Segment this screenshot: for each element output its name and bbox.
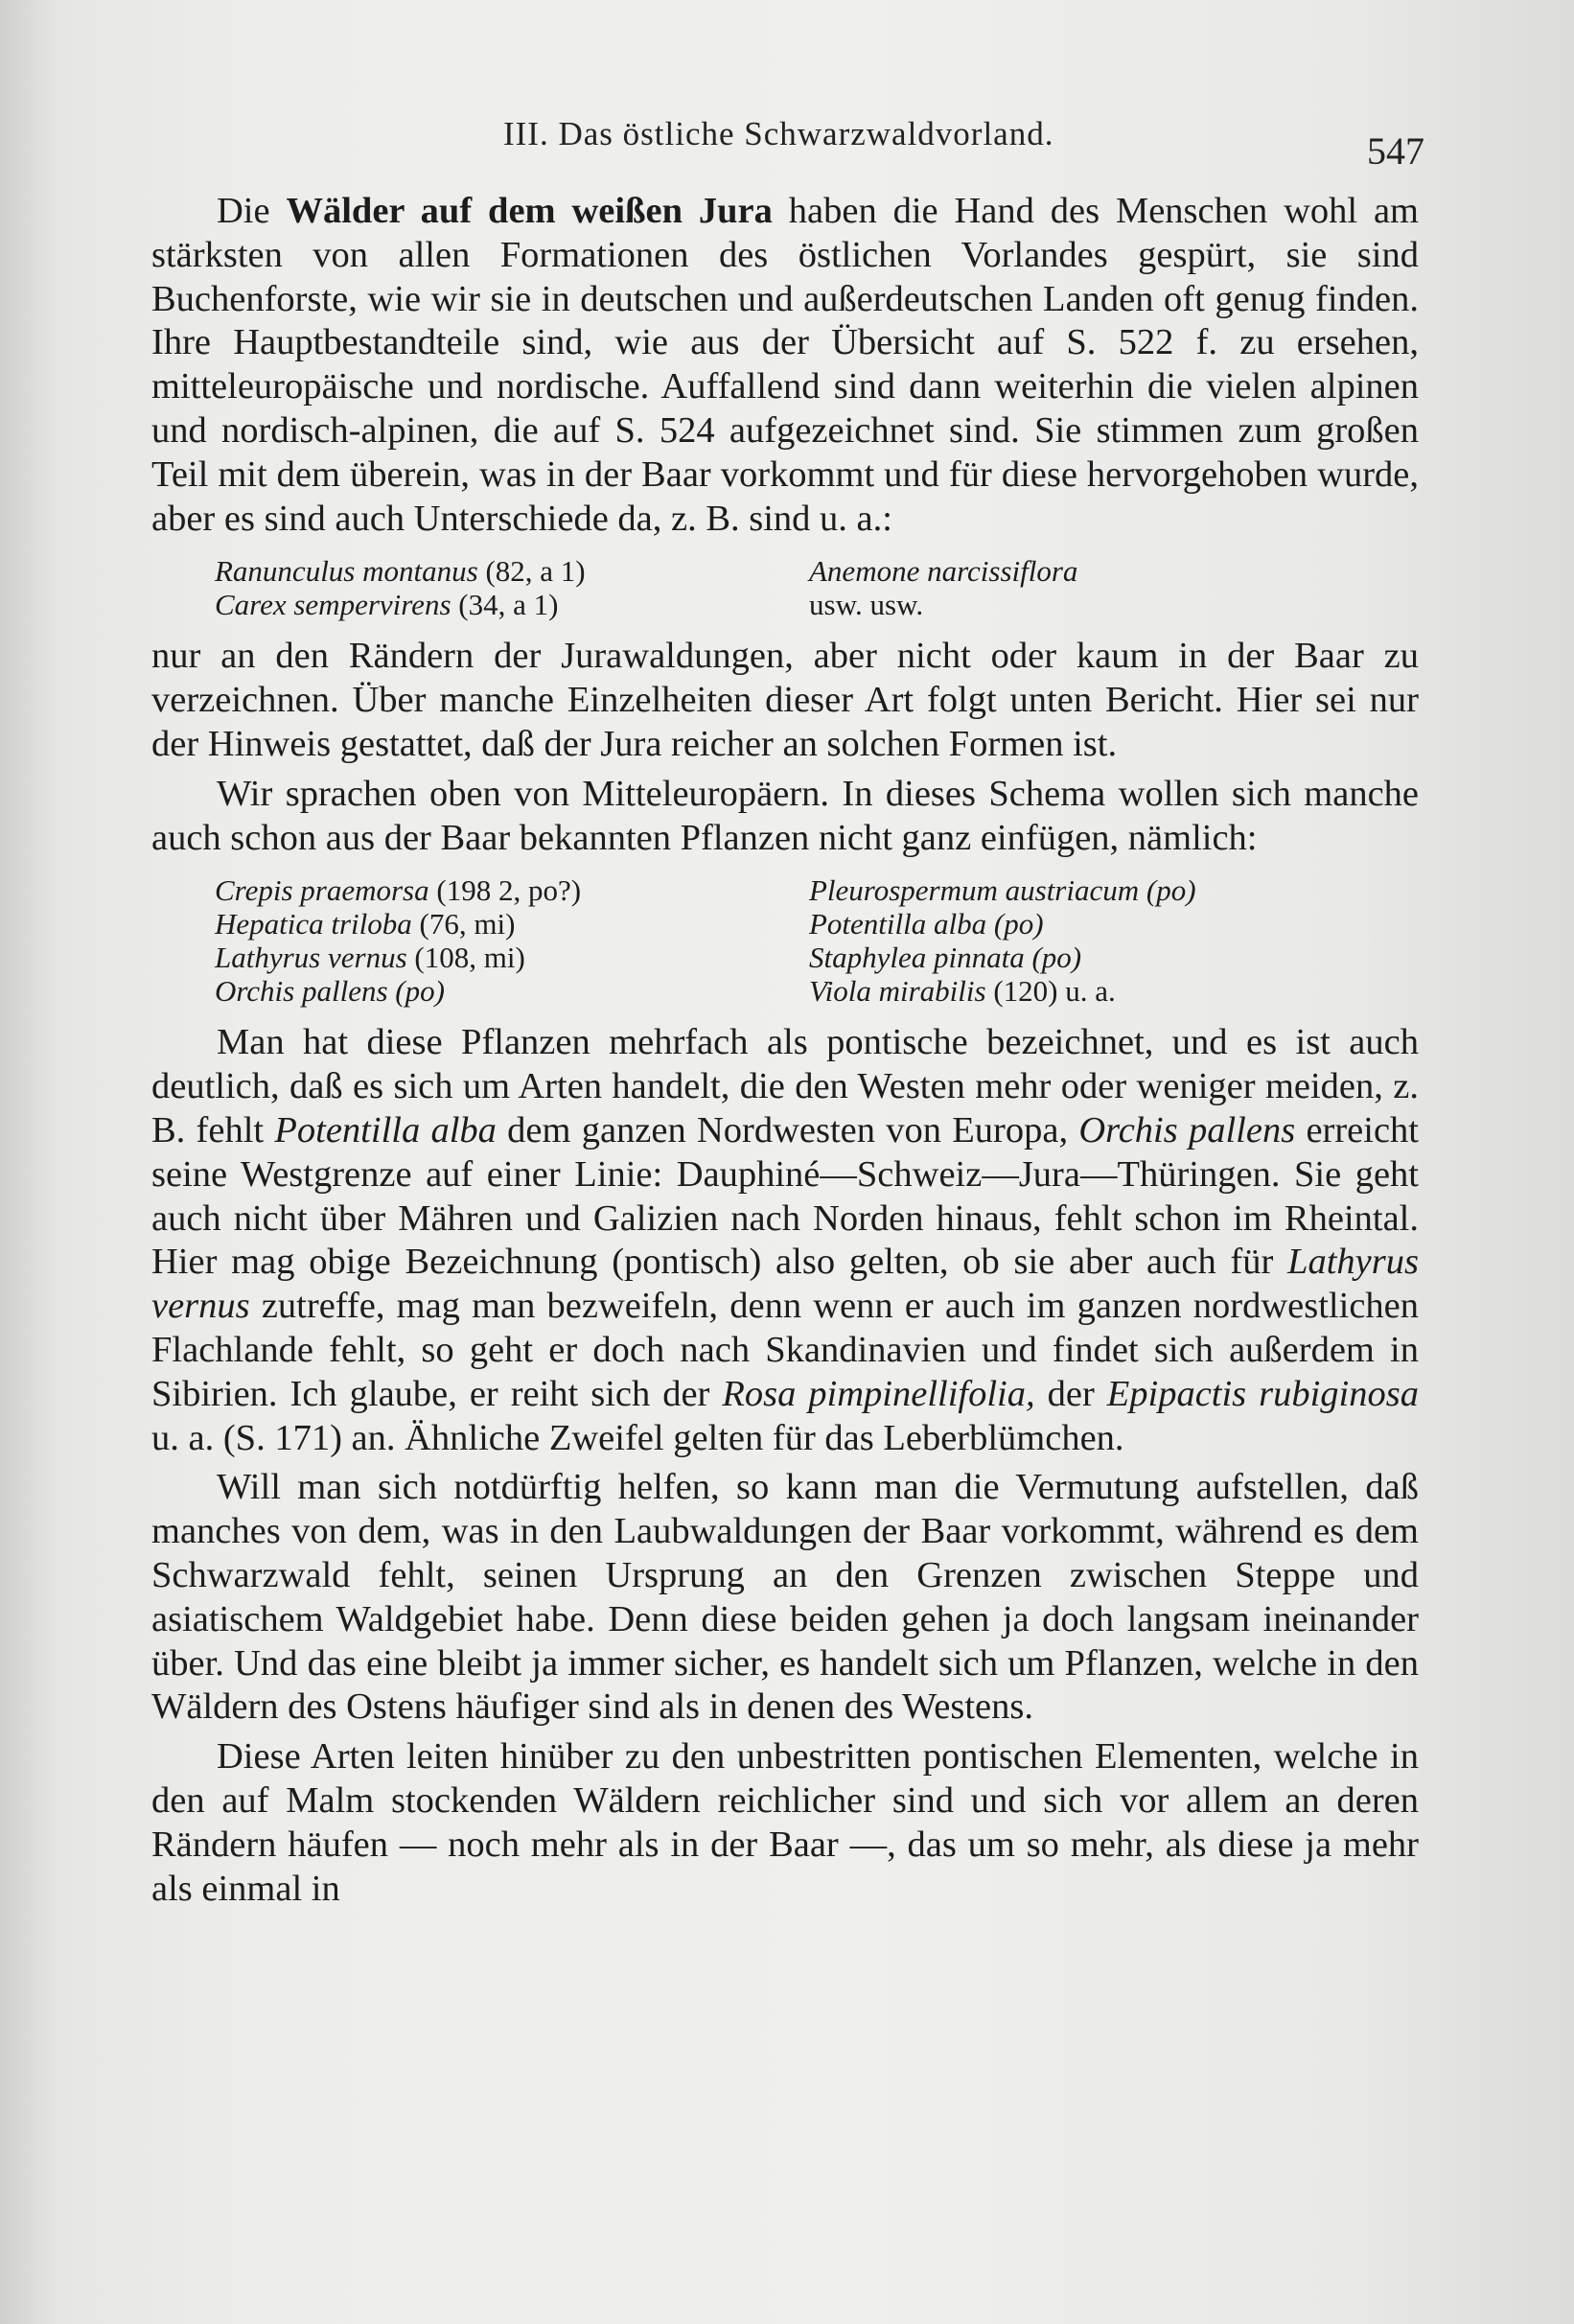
species-entry: Orchis pallens (po) xyxy=(215,974,445,1009)
species-entry: Potentilla alba (po) xyxy=(809,907,1044,941)
paragraph-6: Diese Arten leiten hinüber zu den unbestritten pontischen Elementen, welche in den auf Malm stockenden Wäldern reichlicher sind und sich vor allem an deren Rändern häufen — noch mehr als in der Baar —, das um so mehr, als diese ja mehr als einmal in xyxy=(151,1736,1419,1909)
page-header xyxy=(0,107,1574,173)
paragraph-3: Wir sprachen oben von Mitteleuropäern. In dieses Schema wollen sich manche auch schon aus der Baar bekannten Pflanzen nicht ganz einfügen, nämlich: xyxy=(151,773,1419,858)
species-entry: Ranunculus montanus (82, a 1) xyxy=(215,554,586,589)
running-head: III. Das östliche Schwarzwaldvorland. xyxy=(503,115,1054,152)
page-body xyxy=(151,190,1419,1911)
species-entry: usw. usw. xyxy=(809,588,924,622)
species-entry: Viola mirabilis (120) u. a. xyxy=(809,974,1116,1009)
paragraph-1-bold-term: Wälder auf dem weißen Jura xyxy=(286,191,773,231)
species-entry: Carex sempervirens (34, a 1) xyxy=(215,588,559,622)
page-number: 547 xyxy=(1367,129,1424,173)
species-name: Lathyrus vernus xyxy=(151,1242,1419,1327)
species-entry: Crepis praemorsa (198 2, po?) xyxy=(215,873,582,908)
paragraph-1-text-a: Die xyxy=(217,191,287,231)
paragraph-2: nur an den Rändern der Jurawaldungen, aber nicht oder kaum in der Baar zu verzeichnen. Über manche Einzelheiten dieser Art folgt unten Bericht. Hier sei nur der Hinweis gestattet, daß der Jura reicher an solchen Formen ist. xyxy=(151,636,1419,764)
species-name: Rosa pimpinellifolia, xyxy=(722,1373,1035,1414)
paragraph-1-text-b: haben die Hand des Menschen wohl am stärksten von allen Formationen des östlichen Vorlandes gespürt, sie sind Buchenforste, wie wir sie in deutschen und außerdeutschen Landen oft genug finden. Ihre Hauptbestandteile sind, wie aus der Übersicht auf S. 522 f. zu ersehen, mitteleuropäische und nordische. Auffallend sind dann weiterhin die vielen alpinen und nordisch-alpinen, die auf S. 524 aufgezeichnet sind. Sie stimmen zum großen Teil mit dem überein, was in der Baar vorkommt und für diese hervorgehoben wurde, aber es sind auch Unterschiede da, z. B. sind u. a.: xyxy=(151,191,1419,539)
species-entry: Pleurospermum austriacum (po) xyxy=(809,873,1196,908)
species-name: Orchis pallens xyxy=(1078,1109,1296,1150)
species-entry: Hepatica triloba (76, mi) xyxy=(215,907,516,941)
species-list-2 xyxy=(215,873,1419,1008)
species-entry: Lathyrus vernus (108, mi) xyxy=(215,941,525,975)
paragraph-1 xyxy=(151,190,1419,541)
species-list-1 xyxy=(215,554,1419,621)
paragraph-4: Man hat diese Pflanzen mehrfach als pontische bezeichnet, und es ist auch deutlich, daß es sich um Arten handelt, die den Westen mehr oder weniger meiden, z. B. fehlt Potentilla alba dem ganzen Nordwesten von Europa, Orchis pallens erreicht seine Westgrenze auf einer Linie: Dauphiné—Schweiz—Jura—Thüringen. Sie geht auch nicht über Mähren und Galizien nach Norden hinaus, fehlt schon im Rheintal. Hier mag obige Bezeichnung (pontisch) also gelten, ob sie aber auch für Lathyrus vernus zutreffe, mag man bezweifeln, denn wenn er auch im ganzen nordwestlichen Flachlande fehlt, so geht er doch nach Skandinavien und findet sich außerdem in Sibirien. Ich glaube, er reiht sich der Rosa pimpinellifolia, der Epipactis rubiginosa u. a. (S. 171) an. Ähnliche Zweifel gelten für das Leberblümchen. xyxy=(151,1022,1419,1458)
species-name: Potentilla alba xyxy=(274,1109,497,1150)
species-entry: Anemone narcissiflora xyxy=(809,554,1078,589)
species-name: Epipactis rubiginosa xyxy=(1106,1373,1419,1414)
species-entry: Staphylea pinnata (po) xyxy=(809,941,1082,975)
paragraph-5: Will man sich notdürftig helfen, so kann man die Vermutung aufstellen, daß manches von dem, was in den Laubwaldungen der Baar vorkommt, während es dem Schwarzwald fehlt, seinen Ursprung an den Grenzen zwischen Steppe und asiatischem Waldgebiet habe. Denn diese beiden gehen ja doch langsam ineinander über. Und das eine bleibt ja immer sicher, es handelt sich um Pflanzen, welche in den Wäldern des Ostens häufiger sind als in denen des Westens. xyxy=(151,1467,1419,1728)
